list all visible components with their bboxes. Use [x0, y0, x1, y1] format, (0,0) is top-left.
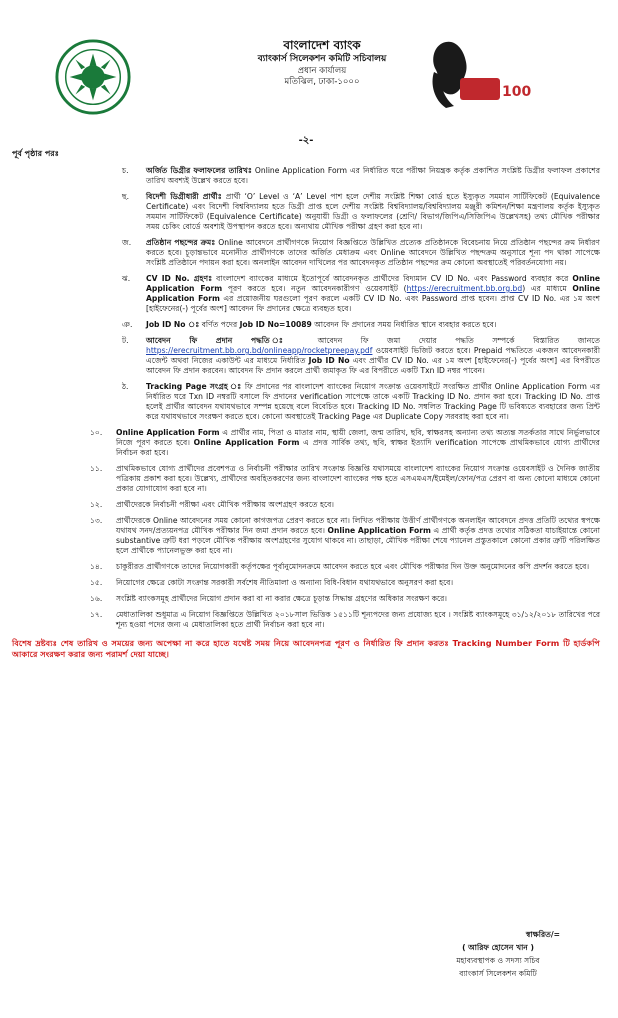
sub-item-nya [12, 320, 600, 330]
item-14 [12, 562, 600, 572]
item-text: চাকুরীরত প্রার্থীগণকে তাদের নিয়োগকারী কর্তৃপক্ষের পূর্বানুমোদনক্রমে আবেদন করতে হবে এবং মৌখিক পরীক্ষার দিন উক্ত অনুমোদনের কপি প্রদর্শন করতে হবে। [116, 562, 590, 572]
item-marker: ছ. [122, 191, 130, 201]
item-marker: ১৩. [90, 516, 103, 526]
item-marker: ১১. [90, 464, 103, 474]
item-marker: ঞ. [122, 319, 133, 329]
item-marker: ১৭. [90, 610, 103, 620]
svg-text:100: 100 [502, 84, 532, 100]
item-text: মেধাতালিকা শুধুমাত্র এ নিয়োগ বিজ্ঞপ্তিতে উল্লিখিত ২০১৮সাল ভিত্তিক ১৫১১টি শূন্যপদের জন্য প্রযোজ্য হবে । সংশ্লিষ্ট ব্যাংকসমূহে ৩১/১২/২০১৮ তারিখের পরে শূন্য হওয়া পদের জন্য এ মেধাতালিকা হতে প্রার্থী নির্বাচন করা হবে না। [116, 610, 600, 630]
item-text: প্রার্থীদেরকে নির্বাচনী পরীক্ষা এবং মৌখিক পরীক্ষায় অংশগ্রহণ করতে হবে। [116, 500, 335, 510]
item-text: প্রার্থী ‘O’ Level ও ‘A’ Level পাশ হলে দেশীয় সংশ্লিষ্ট শিক্ষা বোর্ড হতে ইস্যুকৃত সমমান সার্টিফিকেট (Equivalence Certificate) এবং বিদেশী বিশ্ববিদ্যালয় হতে ডিগ্রী প্রাপ্ত হলে দেশীয় সংশ্লিষ্ট বিশ্ববিদ্যালয়/বিশ্ববিদ্যালয় মঞ্জুরী কমিশন/শিক্ষা মন্ত্রণালয় কর্তৃক ইস্যুকৃত সমমান সার্টিফিকেট (Equivalence Certificate) অনুযায়ী ডিগ্রী ও ফলাফলের (শ্রেণি/ বিভাগ/জিপিএ/সিজিপিএ উল্লেখসহ) তথ্য মৌখিক পরীক্ষার সময় চেকিং বোর্ডে অবশ্যই উপস্থাপন করতে হবে। অন্যথায় মৌখিক পরীক্ষা গ্রহণ করা হবে না। [146, 191, 600, 231]
item-text: ওয়েবসাইট ভিজিট করতে হবে। Prepaid পদ্ধতিতে একজন আবেদনকারী এজেন্ট অথবা নিজের একাউন্ট এর মাধ্যমে নির্ধারিত [146, 345, 600, 365]
item-text: বর্ণিত পদের [199, 319, 240, 329]
item-16 [12, 594, 600, 604]
item-12 [12, 500, 600, 510]
job-id-value: Job ID No=10089 [239, 319, 312, 329]
item-text: নিয়োগের ক্ষেত্রে কোটা সংক্রান্ত সরকারী সর্বশেষ নীতিমালা ও অন্যান্য বিধি-বিধান যথাযথভাবে অনুসরণ করা হবে। [116, 578, 454, 588]
item-text: প্রার্থীদেরকে Online আবেদনের সময় কোনো কাগজপত্র প্রেরণ করতে হবে না। লিখিত পরীক্ষায় উত্তীর্ণ প্রার্থীগণকে অনলাইন আবেদনে প্রদত্ত প্রতিটি তথ্যের স্বপক্ষে যথাযথ সনদ/প্রত্যয়নপত্র মৌখিক পরীক্ষার দিন জমা প্রদান করতে হবে। [116, 516, 600, 536]
sub-item-cha [12, 166, 600, 186]
signatory-committee: ব্যাংকার্স সিলেকশন কমিটি [459, 969, 537, 979]
org-name: বাংলাদেশ ব্যাংক [283, 38, 361, 52]
item-marker: চ. [122, 165, 129, 175]
sub-item-ja [12, 238, 600, 268]
signature-block [418, 930, 578, 982]
item-text: এবং প্রার্থীর CV ID No. এর ১ম অংশ [হাইফেনের(-) পূর্বের অংশ] এর বিপরীতে আবেদন ফি প্রদান করবেন। আবেদন ফি প্রদান করলে প্রার্থী জমাকৃত ফি এর বিপরীতে একটি Txn ID নম্বর পাবেন। [146, 355, 600, 375]
sub-item-tha [12, 382, 600, 422]
item-13 [12, 516, 600, 556]
item-11 [12, 464, 600, 494]
item-heading: বিদেশী ডিগ্রীধারী প্রার্থীঃ [146, 191, 222, 201]
item-marker: ১৫. [90, 578, 103, 588]
page-number: -২- [298, 135, 314, 146]
item-text: আবেদন ফি প্রদানের সময় নির্ধারিত স্থানে ব্যবহার করতে হবে। [311, 319, 497, 329]
letterhead [12, 20, 600, 112]
item-marker: ১২. [90, 500, 103, 510]
item-heading: CV ID No. গ্রহণঃ [146, 273, 213, 283]
item-heading: প্রতিষ্ঠান পছন্দের ক্রমঃ [146, 237, 216, 247]
item-bold: Online Application Form [146, 283, 600, 303]
erecruitment-link[interactable]: https://erecruitment.bb.org.bd [406, 283, 523, 293]
item-bold: Online Application Form [193, 438, 300, 448]
item-text: এ প্রদত্ত সার্বিক তথ্য, ছবি, স্বাক্ষর ইত্যাদি verification সাপেক্ষে প্রাথমিকভাবে যোগ্য প্রার্থীদের নির্বাচন করা হবে। [116, 438, 600, 458]
item-text: পূরণ করতে হবে। নতুন আবেদনকারীগণ ওয়েবসাইট ( [222, 283, 407, 293]
item-text: ফি প্রদানের পর বাংলাদেশ ব্যাংকের নিয়োগ সংক্রান্ত ওয়েবসাইটে সংরক্ষিত প্রার্থীর Online Application Form এর নির্ধারিত ঘরে Txn ID নম্বরটি বসালে ফি প্রদানের verification সাপেক্ষে তাকে একটি Tracking ID No. প্রদান করা হবে। Tracking ID No. প্রাপ্ত হলেই প্রার্থীর আবেদন যথাযথভাবে সম্পন্ন হয়েছে বলে বিবেচিত হবে। Tracking ID No. সম্বলিত Tracking Page টি ভবিষ্যতে ব্যবহারের জন্য প্রিন্ট করে যথাযথভাবে সংরক্ষণ করতে হবে। কোনো অবস্থাতেই Tracking Page এর Duplicate Copy সরবরাহ করা হবে না। [146, 382, 600, 422]
item-marker: ঝ. [122, 273, 131, 283]
signatory-name: ( আরিফ হোসেন খান ) [462, 943, 534, 953]
item-heading: Tracking Page সংগ্রহ ঃ [146, 382, 242, 392]
item-marker: জ. [122, 237, 132, 247]
item-text: এ প্রার্থীর নাম, পিতা ও মাতার নাম, স্থায়ী জেলা, জন্ম তারিখ, ছবি, স্বাক্ষরসহ অন্যান্য তথ্য অত্যন্ত সতর্কতার সাথে নির্ভুলভাবে নিজে পূরণ করতে হবে। [116, 428, 600, 448]
item-marker: ঠ. [122, 382, 129, 392]
office-name: প্রধান কার্যালয় [297, 65, 347, 76]
prepay-guide-link[interactable]: https://erecruitment.bb.org.bd/onlineapp/rocketpreepay.pdf [146, 345, 373, 355]
item-heading: আবেদন ফি প্রদান পদ্ধতি ঃ [146, 335, 300, 345]
item-17 [12, 610, 600, 630]
item-bold: Online Application Form [116, 428, 220, 438]
item-bold: Online Application Form [146, 273, 600, 293]
item-heading: অর্জিত ডিগ্রীর ফলাফলের তারিখঃ [146, 165, 252, 175]
mujib-borsho-logo [424, 34, 532, 116]
item-text: প্রাথমিকভাবে যোগ্য প্রার্থীদের প্রবেশপত্র ও নির্বাচনী পরীক্ষার তারিখ সংক্রান্ত বিজ্ঞপ্তি যথাসময়ে বাংলাদেশ ব্যাংকের নিয়োগ সংক্রান্ত ওয়েবসাইট ও দৈনিক জাতীয় পত্রিকায় প্রকাশ করা হবে। উল্লেখ্য, প্রার্থীদের অবহিতকরণের জন্য বাংলাদেশ ব্যাংকের পক্ষ হতে এসএমএস/ইমেইল/ফোন/পত্র প্রেরণ বা অন্য কোনো মাধ্যমে কোনো প্রকার যোগাযোগ করা হবে না। [116, 464, 600, 494]
item-heading: Job ID No ঃ [146, 319, 200, 329]
office-address: মতিঝিল, ঢাকা-১০০০ [284, 76, 360, 87]
item-text: এ প্রার্থী কর্তৃক প্রদত্ত তথ্যের সঠিকতা যাচাইয়ান্তে কোনো substantive ত্রুটি ধরা পড়লে মৌখিক পরীক্ষায় অংশগ্রহণের সুযোগ থাকবে না। তাছাড়া, মৌখিক পরীক্ষা শেষে প্যানেল প্রস্তুতকালে কোনো প্রকার ত্রুটি পরিলক্ষিত হলে প্রার্থীকে প্যানেলভুক্ত করা হবে না। [116, 526, 601, 556]
item-text: ) এর মাধ্যমে [522, 283, 573, 293]
item-15 [12, 578, 600, 588]
item-10 [12, 428, 600, 458]
item-marker: ১০. [90, 428, 103, 438]
secretariat-name: ব্যাংকার্স সিলেকশন কমিটি সচিবালয় [257, 53, 387, 64]
continued-label: পূর্ব পৃষ্ঠার পরঃ [12, 149, 59, 159]
notice-text: বিশেষ দ্রষ্টব্যঃ শেষ তারিখ ও সময়ের জন্য অপেক্ষা না করে হাতে যথেষ্ট সময় নিয়ে আবেদনপত্র পূরণ ও নির্ধারিত ফি প্রদান করতঃ [12, 638, 453, 649]
item-text: Online আবেদনে প্রার্থীগণকে নিয়োগ বিজ্ঞপ্তিতে উল্লিখিত প্রত্যেক প্রতিষ্ঠানকে বিবেচনায় নিয়ে প্রতিষ্ঠান পছন্দের ক্রম নির্ধারণ করতে হবে। চূড়ান্তভাবে মনোনীত প্রার্থীগণকে তাদের অর্জিত মেধাক্রম এবং Online আবেদনে উল্লিখিত পছন্দক্রম অনুসারে শূন্য পদ থাকা সাপেক্ষে সংশ্লিষ্ট প্রতিষ্ঠানে পদায়ন করা হবে। অনলাইন আবেদন দাখিলের পর আবেদনকৃত প্রতিষ্ঠান পছন্দের ক্রম কোনো অবস্থাতেই পরিবর্তনযোগ্য নয়। [146, 237, 601, 267]
bangladesh-bank-logo [54, 38, 132, 116]
item-text: এর প্রয়োজনীয় ঘরগুলো পূরণ করলে একটি CV ID No. এবং Password প্রাপ্ত হবেন। প্রাপ্ত CV ID No. এর ১ম অংশ [হাইফেনের(-) পূর্বের অংশ] আবেদন ফি প্রদানের ক্ষেত্রে ব্যবহৃত হবে। [146, 293, 600, 313]
item-text: আবেদন ফি জমা দেয়ার পদ্ধতি সম্পর্কে বিস্তারিত জানতে [299, 335, 600, 345]
notice-form-name: Tracking Number Form [452, 638, 560, 649]
sub-item-chha [12, 192, 600, 232]
sub-item-jha [12, 274, 600, 314]
letterhead-text [222, 38, 422, 88]
notice-text: টি হার্ডকপি আকারে সংরক্ষণ করার জন্য পরামর্শ দেয়া যাচ্ছে। [12, 638, 600, 660]
item-marker: ১৬. [90, 594, 103, 604]
special-notice [12, 638, 600, 660]
item-bold: Job ID No [308, 355, 350, 365]
item-text: সংশ্লিষ্ট ব্যাংকসমূহ প্রার্থীদের নিয়োগ প্রদান করা বা না করার ক্ষেত্রে চূড়ান্ত সিদ্ধান্ত গ্রহণের অধিকার সংরক্ষণ করে। [116, 594, 447, 604]
signatory-designation: মহাব্যবস্থাপক ও সদস্য সচিব [456, 956, 540, 966]
item-marker: ট. [122, 335, 129, 345]
signed-label: স্বাক্ষরিত/= [525, 930, 560, 939]
item-text: Online Application Form এর নির্ধারিত ঘরে পরীক্ষা নিয়ন্ত্রক কর্তৃক প্রকাশিত সংশ্লিষ্ট ডিগ্রীর ফলাফল প্রকাশের তারিখ অবশ্যই উল্লেখ করতে হবে। [146, 165, 600, 185]
item-marker: ১৪. [90, 562, 103, 572]
item-text: বাংলাদেশ ব্যাংকের মাধ্যমে ইতোপূর্বে আবেদনকৃত প্রার্থীদের বিদ্যমান CV ID No. এবং Password ব্যবহার করে [212, 273, 573, 283]
sub-item-ta [12, 336, 600, 376]
item-bold: Online Application Form [327, 526, 431, 536]
